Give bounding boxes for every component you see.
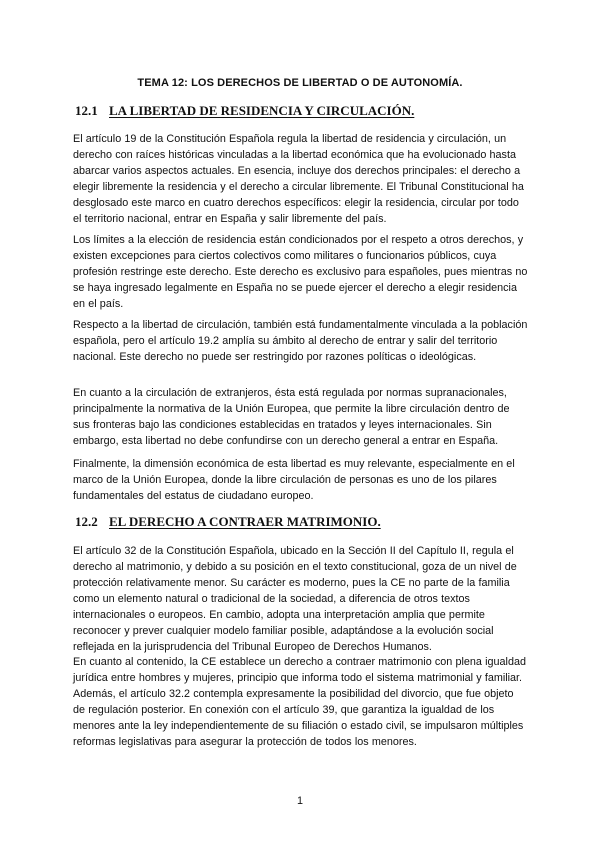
paragraph: En cuanto al contenido, la CE establece un derecho a contraer matrimonio con plena igualdad jurídica entre hombres y mujeres, principio que informa todo el sistema matrimonial y familiar. Además, el artículo 32.2 contempla expresamente la posibilidad del divorcio, que fue objeto de regulación posterior. En conexión con el artículo 39, que garantiza la igualdad de los menores ante la ley independientemente de su filiación o estado civil, se impulsaron múltiples reformas legislativas para asegurar la protección de todos los menores.: [73, 656, 526, 748]
paragraph: El artículo 32 de la Constitución Española, ubicado en la Sección II del Capítulo II, regula el derecho al matrimonio, y debido a su posición en el texto constitucional, goza de un nivel de protección relativamente menor. Su carácter es moderno, pues la CE no parte de la familia como un elemento natural o tradicional de la sociedad, a diferencia de otros textos internacionales o europeos. En cambio, adopta una interpretación amplia que permite reconocer y prever cualquier modelo familiar posible, adaptándose a la evolución social reflejada en la jurisprudencia del Tribunal Europeo de Derechos Humanos.: [73, 545, 517, 653]
paragraph: Respecto a la libertad de circulación, también está fundamentalmente vinculada a la población española, pero el artículo 19.2 amplía su ámbito al derecho de entrar y salir del territorio nacional. Este derecho no puede ser restringido por razones políticas o ideológicas.: [73, 319, 528, 363]
section-heading-12-2: [75, 514, 381, 530]
section-title: EL DERECHO A CONTRAER MATRIMONIO.: [109, 514, 381, 529]
paragraph: Finalmente, la dimensión económica de esta libertad es muy relevante, especialmente en el marco de la Unión Europea, donde la libre circulación de personas es uno de los pilares fundamentales del estatus de ciudadano europeo.: [73, 458, 515, 502]
paragraph: Los límites a la elección de residencia están condicionados por el respeto a otros derechos, y existen excepciones para ciertos colectivos como militares o funcionarios públicos, cuya profesión restringe este derecho. Este derecho es exclusivo para españoles, pues mientras no se haya ingresado legalmente en España no se puede ejercer el derecho a elegir residencia en el país.: [73, 234, 528, 310]
section-heading-12-1: [75, 103, 414, 119]
paragraph: El artículo 19 de la Constitución Española regula la libertad de residencia y circulación, un derecho con raíces históricas vinculadas a la libertad económica que ha evolucionado hasta abarcar varios aspectos actuales. En esencia, incluye dos derechos principales: el derecho a elegir libremente la residencia y el derecho a circular libremente. El Tribunal Constitucional ha desglosado este marco en cuatro derechos específicos: elegir la residencia, circular por todo el territorio nacional, entrar en España y salir libremente del país.: [73, 133, 524, 225]
page-number: 1: [296, 795, 303, 807]
paragraph: En cuanto a la circulación de extranjeros, ésta está regulada por normas supranacionales, principalmente la normativa de la Unión Europea, que permite la libre circulación dentro de sus fronteras bajo las condiciones establecidas en tratados y leyes internacionales. Sin embargo, esta libertad no debe confundirse con un derecho general a entrar en España.: [73, 387, 510, 447]
section-number: 12.1: [75, 103, 98, 118]
section-title: LA LIBERTAD DE RESIDENCIA Y CIRCULACIÓN.: [109, 103, 415, 118]
document-title: TEMA 12: LOS DERECHOS DE LIBERTAD O DE AUTONOMÍA.: [137, 77, 463, 89]
section-number: 12.2: [75, 514, 98, 529]
